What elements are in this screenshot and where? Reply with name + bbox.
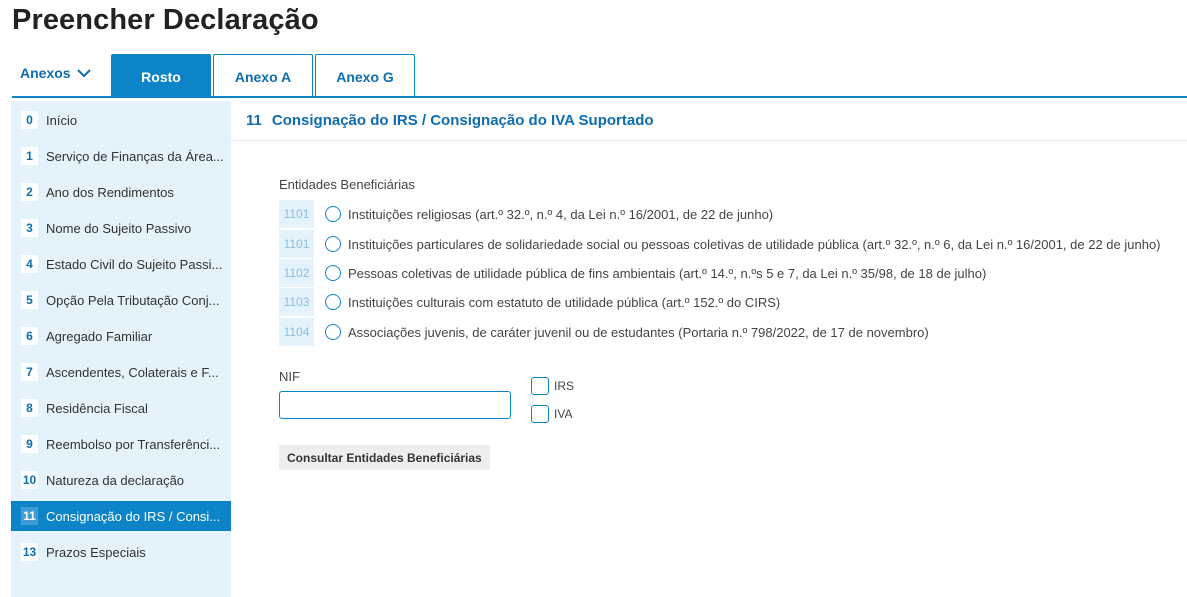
sidebar-item-ano-rendimentos[interactable] — [11, 177, 231, 207]
sidebar-item-number: 13 — [22, 545, 37, 559]
option-radio-juvenis[interactable] — [325, 324, 341, 340]
option-row-juvenis — [279, 318, 929, 346]
sidebar-item-prazos-especiais[interactable] — [11, 537, 231, 567]
option-radio-ipss[interactable] — [325, 236, 341, 252]
sidebar-item-estado-civil[interactable] — [11, 249, 231, 279]
field-code: 1104 — [279, 318, 314, 346]
section-header — [231, 101, 1187, 141]
sidebar-item-inicio[interactable] — [11, 105, 231, 135]
iva-checkbox[interactable] — [531, 405, 549, 423]
section-number: 11 — [246, 112, 262, 129]
option-radio-culturais[interactable] — [325, 294, 341, 310]
sidebar-item-label: Início — [46, 112, 78, 128]
section-title: Consignação do IRS / Consignação do IVA Suportado — [271, 112, 654, 129]
option-label: Pessoas coletivas de utilidade pública de fins ambientais (art.º 14.º, n.ºs 5 e 7, da Lei n.º 35/98, de 18 de julho) — [348, 265, 987, 281]
entidades-beneficiarias-label: Entidades Beneficiárias — [279, 177, 415, 192]
sidebar-item-nome-sujeito[interactable] — [11, 213, 231, 243]
tab-anexo-g[interactable]: Anexo G — [315, 54, 415, 98]
sidebar-item-number: 9 — [21, 435, 38, 453]
annex-tabs-bar — [12, 53, 1187, 98]
sidebar-item-label: Prazos Especiais — [46, 544, 146, 560]
tab-anexo-a[interactable]: Anexo A — [213, 54, 313, 98]
option-row-ambientais — [279, 259, 986, 287]
sidebar-item-agregado-familiar[interactable] — [11, 321, 231, 351]
sidebar-item-ascendentes[interactable] — [11, 357, 231, 387]
sidebar-item-label: Ano dos Rendimentos — [46, 184, 174, 200]
section-sidebar — [11, 101, 231, 597]
option-row-religiosas — [279, 200, 773, 228]
sidebar-item-number: 0 — [21, 111, 38, 129]
sidebar-item-servico-financas[interactable] — [11, 141, 231, 171]
sidebar-item-number: 2 — [21, 183, 38, 201]
tabs-divider — [12, 96, 1187, 98]
sidebar-item-reembolso[interactable] — [11, 429, 231, 459]
sidebar-item-consignacao[interactable] — [11, 501, 231, 531]
nif-label: NIF — [279, 369, 300, 384]
sidebar-item-number: 3 — [21, 219, 38, 237]
sidebar-item-residencia-fiscal[interactable] — [11, 393, 231, 423]
sidebar-item-number: 5 — [21, 291, 38, 309]
sidebar-item-number: 11 — [21, 507, 38, 525]
option-label: Associações juvenis, de caráter juvenil ou de estudantes (Portaria n.º 798/2022, de 17 de novembro) — [348, 324, 929, 340]
sidebar-item-label: Residência Fiscal — [46, 400, 148, 416]
iva-checkbox-label: IVA — [554, 407, 573, 421]
anexos-dropdown[interactable] — [20, 65, 91, 81]
page-title: Preencher Declaração — [12, 4, 319, 36]
option-label: Instituições particulares de solidariedade social ou pessoas coletivas de utilidade pública (art.º 32.º, n.º 6, da Lei n.º 16/2001, de 22 de junho) — [348, 236, 1161, 252]
sidebar-item-number: 8 — [21, 399, 38, 417]
option-radio-religiosas[interactable] — [325, 206, 341, 222]
sidebar-item-label: Natureza da declaração — [46, 472, 185, 488]
irs-checkbox-row — [531, 377, 574, 395]
field-code: 1101 — [279, 230, 314, 258]
sidebar-item-label: Nome do Sujeito Passivo — [46, 220, 192, 236]
tab-rosto[interactable]: Rosto — [111, 54, 211, 98]
sidebar-item-label: Estado Civil do Sujeito Passi... — [46, 256, 223, 272]
irs-checkbox-label: IRS — [554, 379, 575, 393]
consultar-entidades-button[interactable]: Consultar Entidades Beneficiárias — [279, 445, 490, 470]
chevron-down-icon — [77, 65, 91, 81]
sidebar-item-label: Ascendentes, Colaterais e F... — [46, 364, 219, 380]
field-code: 1103 — [279, 288, 314, 316]
field-code: 1101 — [279, 200, 314, 228]
sidebar-item-label: Opção Pela Tributação Conj... — [46, 292, 220, 308]
option-radio-ambientais[interactable] — [325, 265, 341, 281]
sidebar-item-label: Consignação do IRS / Consi... — [46, 508, 221, 524]
sidebar-item-number: 6 — [21, 327, 38, 345]
sidebar-item-natureza-declaracao[interactable] — [11, 465, 231, 495]
field-code: 1102 — [279, 259, 314, 287]
sidebar-item-label: Reembolso por Transferênci... — [46, 436, 221, 452]
sidebar-item-opcao-tributacao[interactable] — [11, 285, 231, 315]
option-label: Instituições religiosas (art.º 32.º, n.º 4, da Lei n.º 16/2001, de 22 de junho) — [348, 206, 774, 222]
sidebar-item-number: 1 — [21, 147, 38, 165]
option-row-ipss — [279, 230, 1161, 258]
anexos-label: Anexos — [20, 65, 71, 81]
option-label: Instituições culturais com estatuto de utilidade pública (art.º 152.º do CIRS) — [348, 294, 781, 310]
sidebar-item-number: 10 — [22, 473, 37, 487]
sidebar-item-number: 7 — [21, 363, 38, 381]
sidebar-item-label: Agregado Familiar — [46, 328, 153, 344]
sidebar-item-number: 4 — [21, 255, 38, 273]
sidebar-item-label: Serviço de Finanças da Área... — [46, 148, 224, 164]
option-row-culturais — [279, 288, 780, 316]
irs-checkbox[interactable] — [531, 377, 549, 395]
nif-input[interactable] — [279, 391, 511, 419]
iva-checkbox-row — [531, 405, 572, 423]
